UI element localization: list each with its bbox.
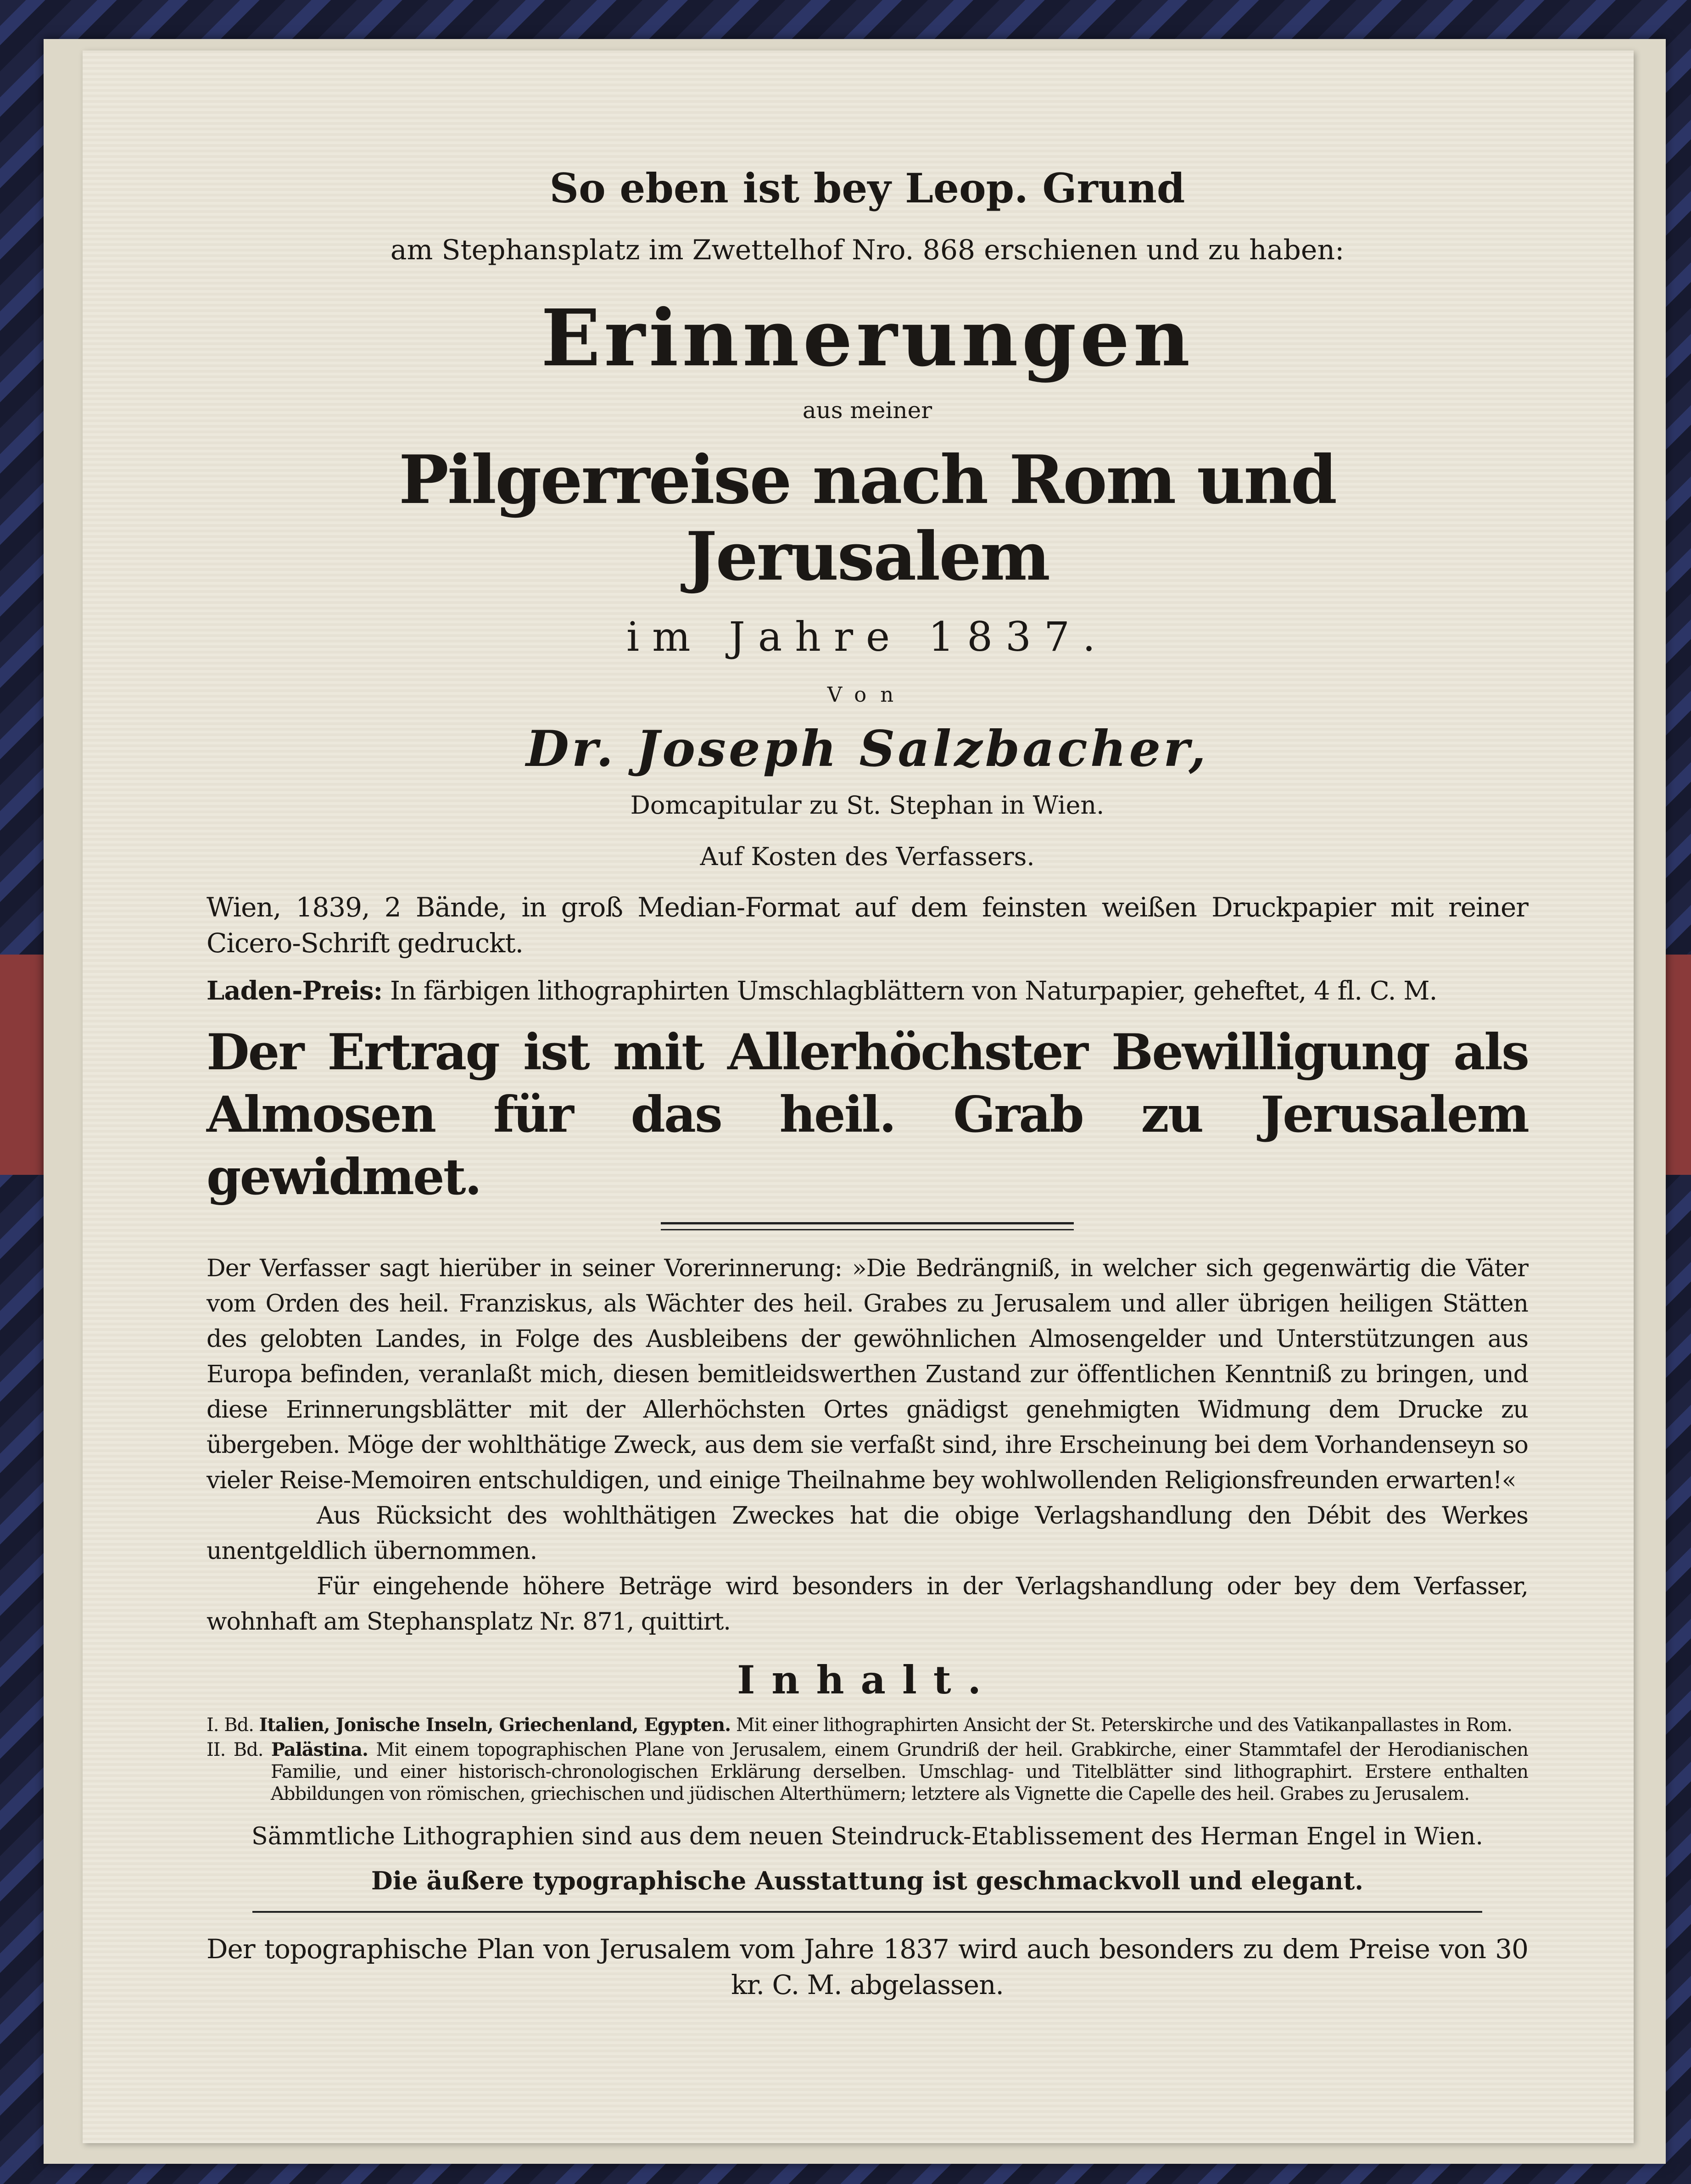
author-name: Dr. Joseph Salzbacher,: [526, 720, 1209, 778]
binding-strip-left: [0, 955, 50, 1175]
header-line-2: am Stephansplatz im Zwettelhof Nro. 868 erschienen und zu haben:: [390, 234, 1345, 267]
edition-info: Wien, 1839, 2 Bände, in groß Median-Format auf dem feinsten weißen Druckpapier mit reiner Cicero-Schrift gedruckt.: [206, 892, 1528, 959]
title-connector: aus meiner: [802, 397, 932, 424]
book-title: Erinnerungen: [541, 292, 1194, 385]
paper-backing: [44, 39, 1666, 2164]
volume-label: I. Bd.: [206, 1714, 254, 1736]
note-receipts: Für eingehende höhere Beträge wird besonders in der Verlagshandlung oder bey dem Verfasser, wohnhaft am Stephansplatz Nr. 871, quittirt.: [206, 1573, 1528, 1636]
contents-item-1: [206, 1714, 1528, 1736]
price-label: Laden-Preis:: [206, 976, 383, 1006]
contents-item-2: [206, 1739, 1528, 1805]
footer-note: Der topographische Plan von Jerusalem vom Jahre 1837 wird auch besonders zu dem Preise von 30 kr. C. M. abgelassen.: [206, 1933, 1528, 2001]
dedication: Der Ertrag ist mit Allerhöchster Bewilligung als Almosen für das heil. Grab zu Jerusalem gewidmet.: [206, 1023, 1528, 1206]
publisher-note: Auf Kosten des Verfassers.: [700, 842, 1035, 871]
book-year: im Jahre 1837.: [626, 613, 1109, 660]
volume-label: II. Bd.: [206, 1739, 263, 1760]
divider-rule: [252, 1911, 1482, 1913]
volume-description: Mit einem topographischen Plane von Jerusalem, einem Grundriß der heil. Grabkirche, einer Stammtafel der Herodianischen Familie, und einer historisch-chronologischen Erklärung derselben. Umschlag- und Titelblätter sind lithographirt. Erstere enthalten Abbildungen von römischen, griechischen und jüdischen Alterthümern; letztere als Vignette die Capelle des heil. Grabes zu Jerusalem.: [271, 1739, 1529, 1804]
price-line: [206, 975, 1528, 1007]
divider-rule: [661, 1222, 1074, 1224]
note-debit: Aus Rücksicht des wohlthätigen Zweckes hat die obige Verlagshandlung den Débit des Werkes unentgeldlich übernommen.: [206, 1502, 1528, 1565]
divider-rule: [661, 1229, 1074, 1230]
book-subtitle: Pilgerreise nach Rom und Jerusalem: [398, 441, 1336, 596]
price-text: In färbigen lithographirten Umschlagblättern von Naturpapier, geheftet, 4 fl. C. M.: [390, 976, 1437, 1006]
lithographs-note: Sämmtliche Lithographien sind aus dem neuen Steindruck-Etablissement des Herman Engel in Wien.: [251, 1822, 1484, 1850]
by-label: Von: [827, 682, 908, 707]
header-line-1: So eben ist bey Leop. Grund: [549, 164, 1185, 212]
contents-heading: Inhalt.: [737, 1657, 998, 1703]
preface-quote: Der Verfasser sagt hierüber in seiner Vorerinnerung: »Die Bedrängniß, in welcher sich gegenwärtig die Väter vom Orden des heil. Franziskus, als Wächter des heil. Grabes zu Jerusalem und aller übrigen heiligen Stätten des gelobten Landes, in Folge des Ausbleibens der gewöhnlichen Almosengelder und Unterstützungen aus Europa befinden, veranlaßt mich, diesen bemitleidswerthen Zustand zur öffentlichen Kenntniß zu bringen, und diese Erinnerungsblätter mit der Allerhöchsten Ortes gnädigst genehmigten Widmung dem Drucke zu übergeben. Möge der wohlthätige Zweck, aus dem sie verfaßt sind, ihre Erscheinung bei dem Vorhandenseyn so vieler Reise-Memoiren entschuldigen, und einige Theilnahme bey wohlwollenden Religionsfreunden erwarten!«: [206, 1255, 1528, 1494]
volume-title: Palästina.: [271, 1738, 368, 1760]
volume-description: Mit einer lithographirten Ansicht der St. Peterskirche und des Vatikanpallastes in Rom.: [736, 1714, 1512, 1736]
volume-title: Italien, Jonische Inseln, Griechenland, Egypten.: [259, 1714, 731, 1736]
author-role: Domcapitular zu St. Stephan in Wien.: [630, 790, 1105, 820]
advertisement-page: [83, 50, 1634, 2143]
typography-note: Die äußere typographische Ausstattung ist geschmackvoll und elegant.: [371, 1866, 1364, 1896]
